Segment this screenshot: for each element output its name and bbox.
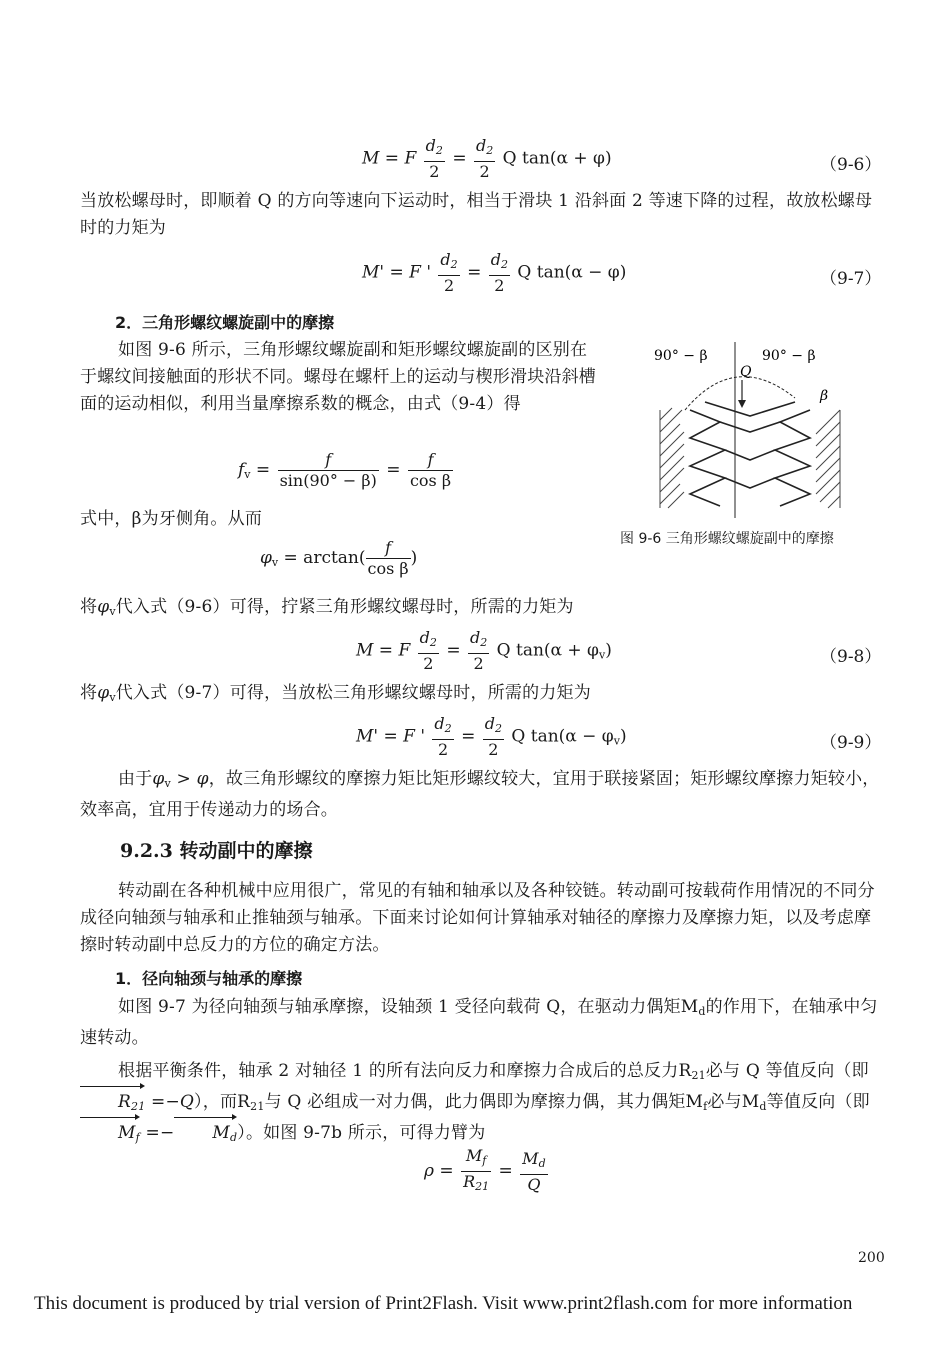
paragraph: 根据平衡条件，轴承 2 对轴径 1 的所有法向反力和摩擦力合成后的总反力$R_{21}$必与 Q 等值反向（即$R_{21} =-Q$），而$R_{21}$与 Q 必组成一对力偶，此力偶即为摩擦力偶，其力偶矩$M_f$必与$M_d$等值反向（即$M_f =- M_d$）。如图 9-7b 所示，可得力臂为: [80, 1058, 880, 1151]
paragraph: 如图 9-7 为径向轴颈与轴承摩擦，设轴颈 1 受径向载荷 Q，在驱动力偶矩$M_d$的作用下，在轴承中匀速转动。: [80, 997, 878, 1048]
svg-text:90° − β: 90° − β: [654, 348, 708, 364]
equation-phiv: $\varphi_v = \arctan$( $\frac{f}{\text{cos β}}$ ): [260, 538, 418, 578]
thread-friction-figure: [650, 340, 850, 520]
paragraph: 由于$\varphi_v > \varphi$，故三角形螺纹的摩擦力矩比矩形螺纹较大，宜用于联接紧固；矩形螺纹摩擦力矩较小，效率高，宜用于传递动力的场合。: [80, 769, 880, 820]
figure-caption: 图 9-6 三角形螺纹螺旋副中的摩擦: [620, 531, 834, 547]
equation-rho: ρ = $\frac{M_f}{R_{21}}$ = $\frac{M_d}{Q}$: [424, 1146, 546, 1194]
section-heading: 9.2.3 转动副中的摩擦: [120, 840, 313, 862]
trial-footer: This document is produced by trial version of Print2Flash. Visit www.print2flash.com for more information: [34, 1293, 853, 1314]
paragraph: 当放松螺母时，即顺着 Q 的方向等速向下运动时，相当于滑块 1 沿斜面 2 等速下降的过程，故放松螺母时的力矩为: [80, 191, 873, 238]
equation-9-9: M' = F ' $\frac{d_2}{2}$ = $\frac{d_2}{2}$ Q $\tan(\alpha - \varphi_v)$: [356, 714, 627, 759]
equation-number: （9-6）: [820, 155, 882, 175]
paragraph: 式中，β为牙侧角。从而: [80, 509, 263, 529]
svg-text:Q: Q: [740, 364, 752, 380]
equation-number: （9-8）: [820, 647, 882, 667]
page-number: 200: [858, 1250, 885, 1266]
svg-text:β: β: [820, 388, 829, 404]
equation-9-6: M = F $\frac{d_2}{2}$ = $\frac{d_2}{2}$ Q tan(α + φ): [362, 136, 612, 181]
paragraph: 将$\varphi_v$代入式（9-7）可得，当放松三角形螺纹螺母时，所需的力矩为: [80, 683, 591, 704]
paragraph: 转动副在各种机械中应用很广，常见的有轴和轴承以及各种铰链。转动副可按载荷作用情况的不同分成径向轴颈与轴承和止推轴颈与轴承。下面来讨论如何计算轴承对轴径的摩擦力及摩擦力矩，以及考虑摩擦时转动副中总反力的方位的确定方法。: [80, 881, 875, 955]
equation-fv: $f_v$ = $\frac{f}{\sin(90^\circ - \beta)}$ = $\frac{f}{\text{cos β}}$: [238, 450, 452, 490]
paragraph: 如图 9-6 所示，三角形螺纹螺旋副和矩形螺纹螺旋副的区别在于螺纹间接触面的形状不同。螺母在螺杆上的运动与楔形滑块沿斜槽面的运动相似，利用当量摩擦系数的概念，由式（9-4）得: [80, 340, 596, 414]
subsection-heading: 2．三角形螺纹螺旋副中的摩擦: [115, 313, 335, 332]
subsection-heading: 1．径向轴颈与轴承的摩擦: [115, 969, 303, 988]
paragraph: 将$\varphi_v$代入式（9-6）可得，拧紧三角形螺纹螺母时，所需的力矩为: [80, 597, 574, 618]
equation-number: （9-7）: [820, 269, 882, 289]
equation-number: （9-9）: [820, 733, 882, 753]
equation-9-7: M' = F ' $\frac{d_2}{2}$ = $\frac{d_2}{2}$ Q tan(α − φ): [362, 250, 627, 295]
svg-text:90° − β: 90° − β: [762, 348, 816, 364]
equation-9-8: M = F $\frac{d_2}{2}$ = $\frac{d_2}{2}$ Q $\tan(\alpha + \varphi_v)$: [356, 628, 612, 673]
